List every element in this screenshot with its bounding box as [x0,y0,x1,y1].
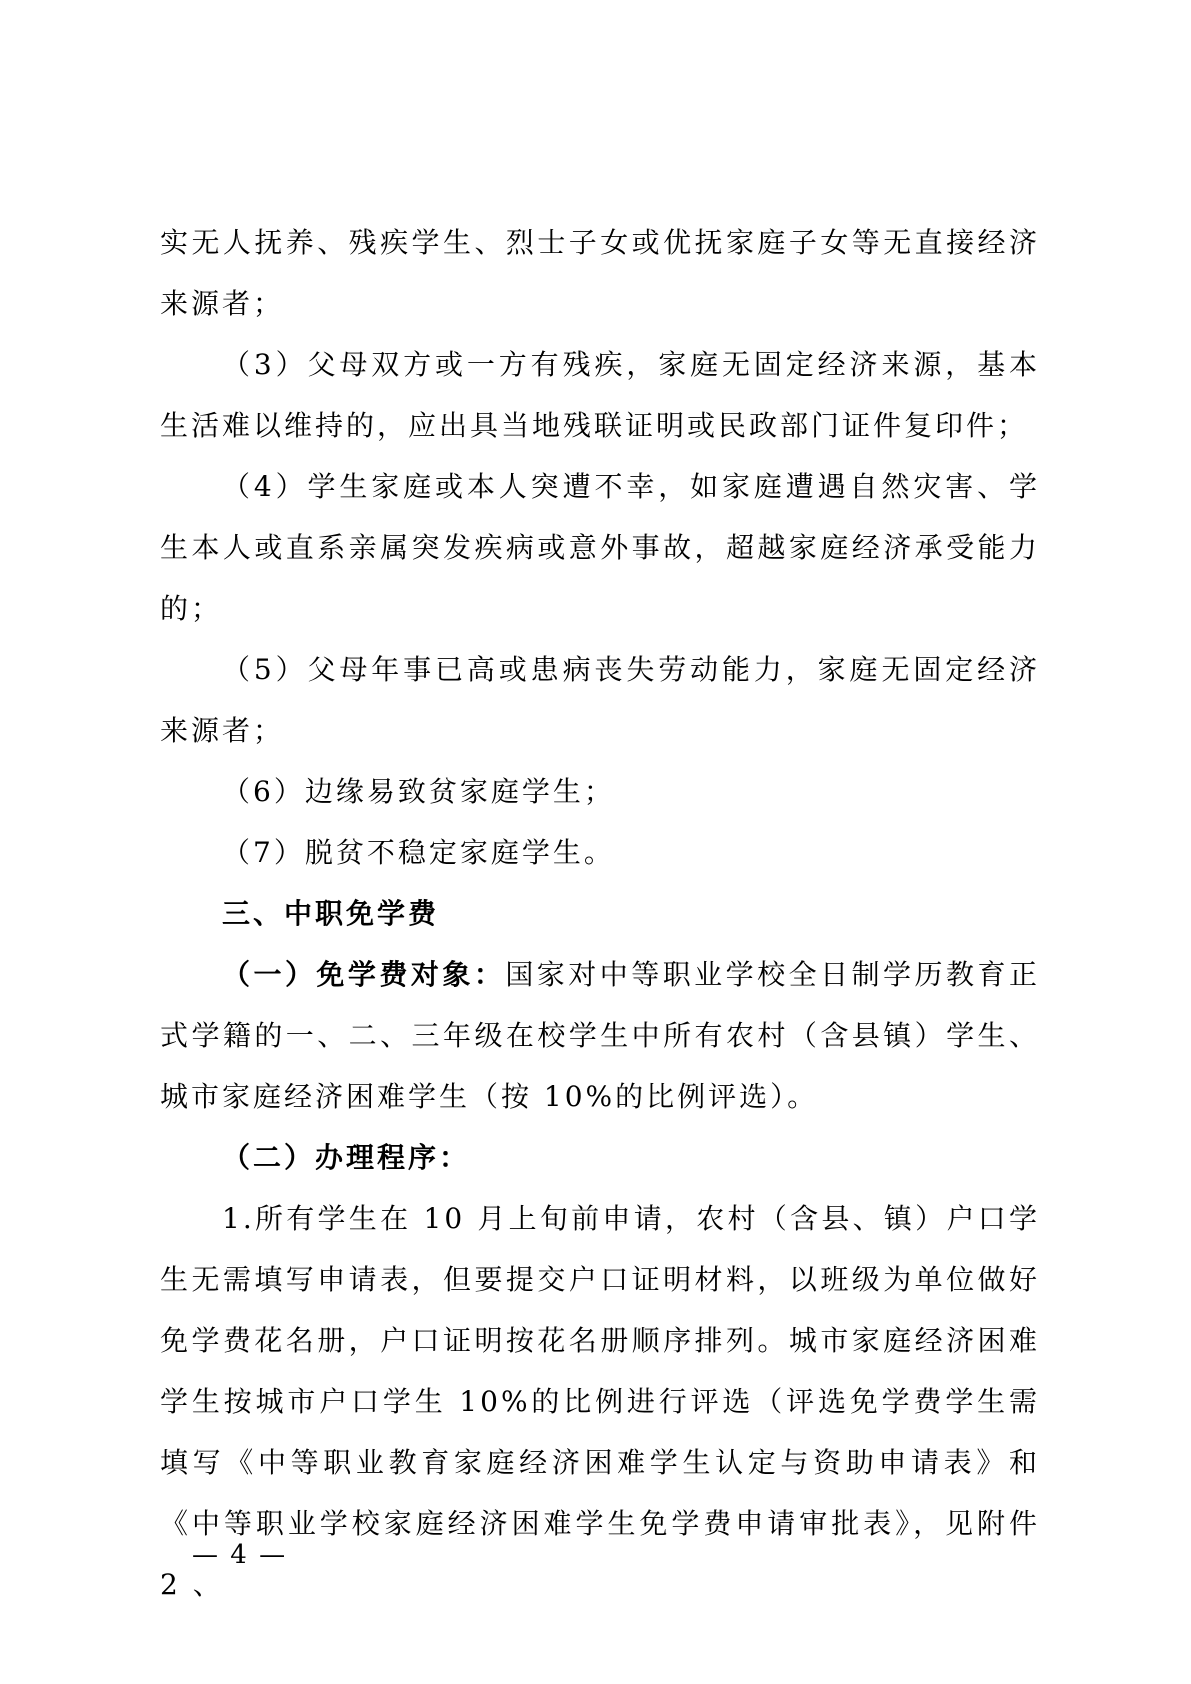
paragraph-item-3: （3）父母双方或一方有残疾，家庭无固定经济来源，基本生活难以维持的，应出具当地残联证明或民政部门证件复印件； [160,348,1040,442]
subsection-1-text: 国家对中等职业学校全日制学历教育正式学籍的一、二、三年级在校学生中所有农村（含县镇）学生、城市家庭经济困难学生（按 10%的比例评选）。 [160,958,1040,1113]
subsection-1-label: （一）免学费对象： [222,958,506,991]
paragraph-item-5: （5）父母年事已高或患病丧失劳动能力，家庭无固定经济来源者； [160,653,1040,747]
paragraph-item-4: （4）学生家庭或本人突遭不幸，如家庭遭遇自然灾害、学生本人或直系亲属突发疾病或意外事故，超越家庭经济承受能力的； [160,470,1040,625]
page-number: — 4 — [192,1540,288,1570]
document-body [160,212,1040,1615]
paragraph-item-7: （7）脱贫不稳定家庭学生。 [222,836,615,869]
subsection-1-paragraph [160,944,1040,1127]
procedure-step-1: 1.所有学生在 10 月上旬前申请，农村（含县、镇）户口学生无需填写申请表，但要提交户口证明材料，以班级为单位做好免学费花名册，户口证明按花名册顺序排列。城市家庭经济困难学生按城市户口学生 10%的比例进行评选（评选免学费学生需填写《中等职业教育家庭经济困难学生认定与资助申请表》和《中等职业学校家庭经济困难学生免学费申请审批表》，见附件 2 、 [160,1202,1040,1601]
section-heading: 三、中职免学费 [222,897,440,930]
subsection-2-label: （二）办理程序： [222,1141,471,1174]
paragraph-continuation: 实无人抚养、残疾学生、烈士子女或优抚家庭子女等无直接经济来源者； [160,226,1040,320]
subsection-2-paragraph [160,1127,1040,1188]
paragraph-item-6: （6）边缘易致贫家庭学生； [222,775,615,808]
